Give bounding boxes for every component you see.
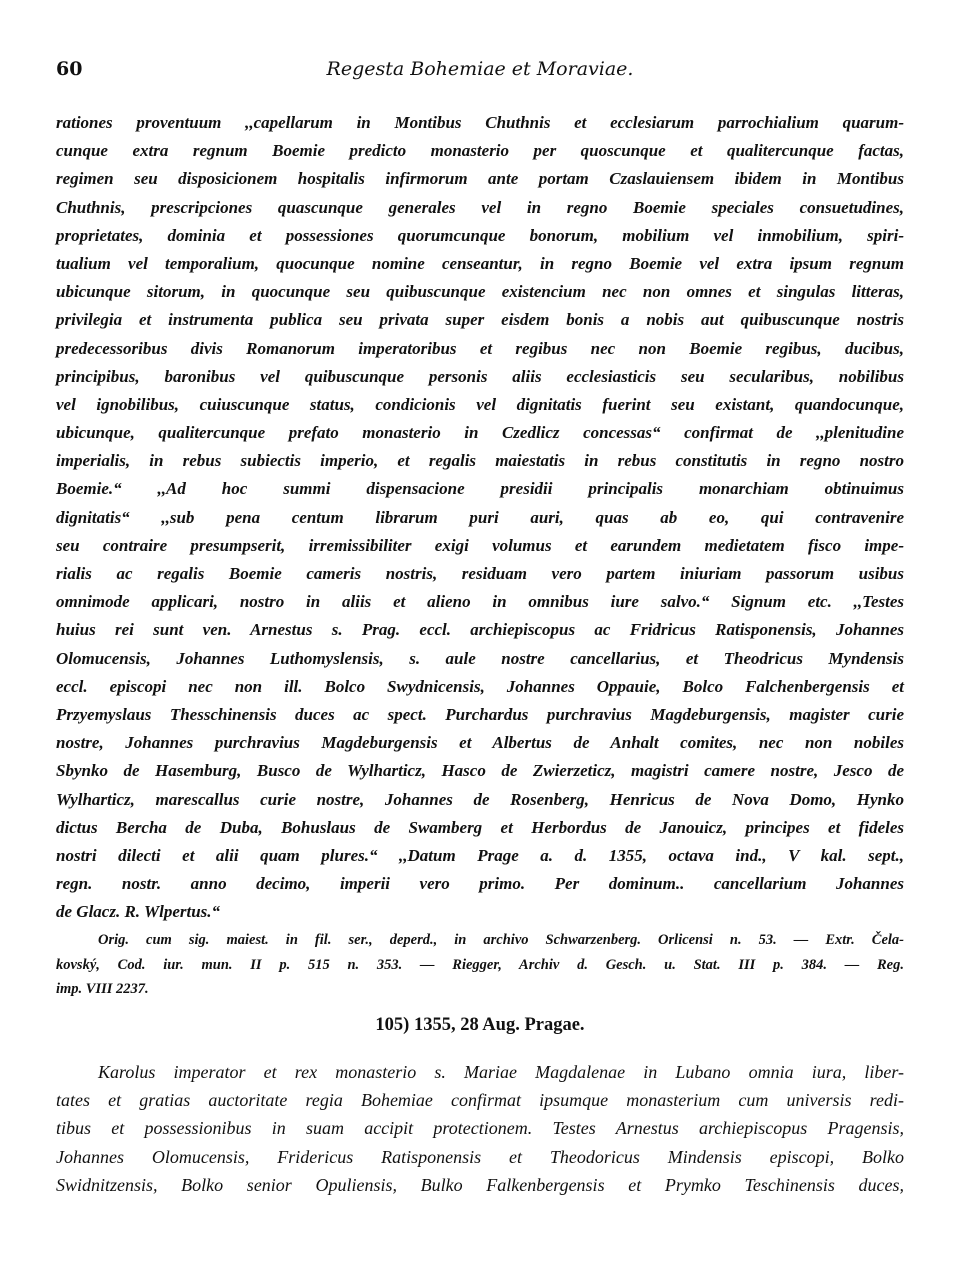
- text-line: Przyemyslaus Thesschinensis duces ac spect. Purchardus purchravius Magdeburgensis, magister curie: [56, 704, 904, 724]
- text-line: rationes proventuum ,,capellarum in Montibus Chuthnis et ecclesiarum parrochialium quarum-: [56, 113, 904, 132]
- text-line: dictus Bercha de Duba, Bohuslaus de Swamberg et Herbordus de Janouicz, principes et fideles: [56, 817, 904, 837]
- text-line: cunque extra regnum Boemie predicto monasterio per quoscunque et qualitercunque factas,: [56, 141, 904, 161]
- summary-line: tates et gratias auctoritate regia Bohemiae confirmat ipsumque monasterium cum universis redi-: [56, 1090, 904, 1111]
- main-text-block: [56, 109, 904, 926]
- text-line: imperialis, in rebus subiectis imperio, et regalis maiestatis in rebus constitutis in regno nostro: [56, 451, 904, 471]
- text-line: ubicunque sitorum, in quocunque seu quibuscunque existencium nec non omnes et singulas litteras,: [56, 282, 904, 302]
- note-line: Orig. cum sig. maiest. in fil. ser., deperd., in archivo Schwarzenberg. Orlicensi n. 53. — Extr. Čela-: [98, 932, 904, 948]
- text-line: proprietates, dominia et possessiones quorumcunque bonorum, mobilium vel inmobilium, spiri-: [56, 225, 904, 245]
- text-line: huius rei sunt ven. Arnestus s. Prag. eccl. archiepiscopus ac Fridricus Ratisponensis, Johannes: [56, 620, 904, 640]
- text-line: regimen seu disposicionem hospitalis infirmorum ante portam Czaslauiensem ibidem in Montibus: [56, 169, 904, 189]
- text-line: nostri dilecti et alii quam plures.“ ,,Datum Prage a. d. 1355, octava ind., V kal. sept.,: [56, 845, 904, 865]
- text-line: privilegia et instrumenta publica seu privata super eisdem bonis a nobis aut quibuscunque nostris: [56, 310, 904, 330]
- text-line: ubicunque, qualitercunque prefato monasterio in Czedlicz concessas“ confirmat de ,,plenitudine: [56, 423, 904, 443]
- page-header: [56, 58, 904, 86]
- text-line: vel ignobilibus, cuiuscunque status, condicionis vel dignitatis fuerint seu existant, quandocunque,: [56, 394, 904, 414]
- text-line: seu contraire presumpserit, irremissibiliter exigi volumus et earundem medietatem fisco impe-: [56, 535, 904, 555]
- text-line: omnimode applicari, nostro in aliis et alieno in omnibus iure salvo.“ Signum etc. ,,Testes: [56, 592, 904, 612]
- text-line: Wylharticz, marescallus curie nostre, Johannes de Rosenberg, Henricus de Nova Domo, Hynko: [56, 789, 904, 809]
- text-line: predecessoribus divis Romanorum imperatoribus et regibus nec non Boemie regibus, ducibus,: [56, 338, 904, 358]
- text-line: regn. nostr. anno decimo, imperii vero primo. Per dominum.. cancellarium Johannes: [56, 874, 904, 894]
- document-heading: 105) 1355, 28 Aug. Pragae.: [375, 1015, 585, 1035]
- text-line: dignitatis“ ,,sub pena centum librarum puri auri, quas ab eo, qui contravenire: [56, 507, 904, 527]
- source-note: [56, 928, 904, 1002]
- summary-line: Swidnitzensis, Bolko senior Opuliensis, Bulko Falkenbergensis et Prymko Teschinensis duces,: [56, 1174, 904, 1195]
- note-line: kovský, Cod. iur. mun. II p. 515 n. 353. — Riegger, Archiv d. Gesch. u. Stat. III p. 384. — Reg.: [56, 956, 904, 973]
- document-summary: [56, 1058, 904, 1199]
- text-line: principibus, baronibus vel quibuscunque personis aliis ecclesiasticis seu secularibus, nobilibus: [56, 366, 904, 386]
- text-line: rialis ac regalis Boemie cameris nostris, residuam vero partem iniuriam passorum usibus: [56, 564, 904, 583]
- text-line: nostre, Johannes purchravius Magdeburgensis et Albertus de Anhalt comites, nec non nobiles: [56, 733, 904, 753]
- text-line: Boemie.“ ,,Ad hoc summi dispensacione presidii principalis monarchiam obtinuimus: [56, 479, 904, 499]
- text-line: de Glacz. R. Wlpertus.“: [56, 902, 221, 922]
- running-title: Regesta Bohemiae et Moraviae.: [326, 58, 634, 80]
- text-line: tualium vel temporalium, quocunque nomine censeantur, in regno Boemie vel extra ipsum regnum: [56, 253, 904, 273]
- text-line: eccl. episcopi nec non ill. Bolco Swydnicensis, Johannes Oppauie, Bolco Falchenbergensis et: [56, 676, 904, 696]
- summary-line: tibus et possessionibus in suam accipit protectionem. Testes Arnestus archiepiscopus Pragensis,: [56, 1118, 904, 1139]
- text-line: Olomucensis, Johannes Luthomyslensis, s. aule nostre cancellarius, et Theodricus Myndensis: [56, 648, 904, 668]
- text-line: Sbynko de Hasemburg, Busco de Wylharticz, Hasco de Zwierzeticz, magistri camere nostre, Jesco de: [56, 761, 904, 781]
- summary-line: Karolus imperator et rex monasterio s. Mariae Magdalenae in Lubano omnia iura, liber-: [98, 1062, 904, 1082]
- note-line: imp. VIII 2237.: [56, 981, 149, 997]
- text-line: Chuthnis, prescripciones quascunque generales vel in regno Boemie speciales consuetudines,: [56, 197, 904, 217]
- summary-line: Johannes Olomucensis, Fridericus Ratisponensis et Theodoricus Mindensis episcopi, Bolko: [56, 1146, 904, 1167]
- page-number: 60: [56, 58, 83, 80]
